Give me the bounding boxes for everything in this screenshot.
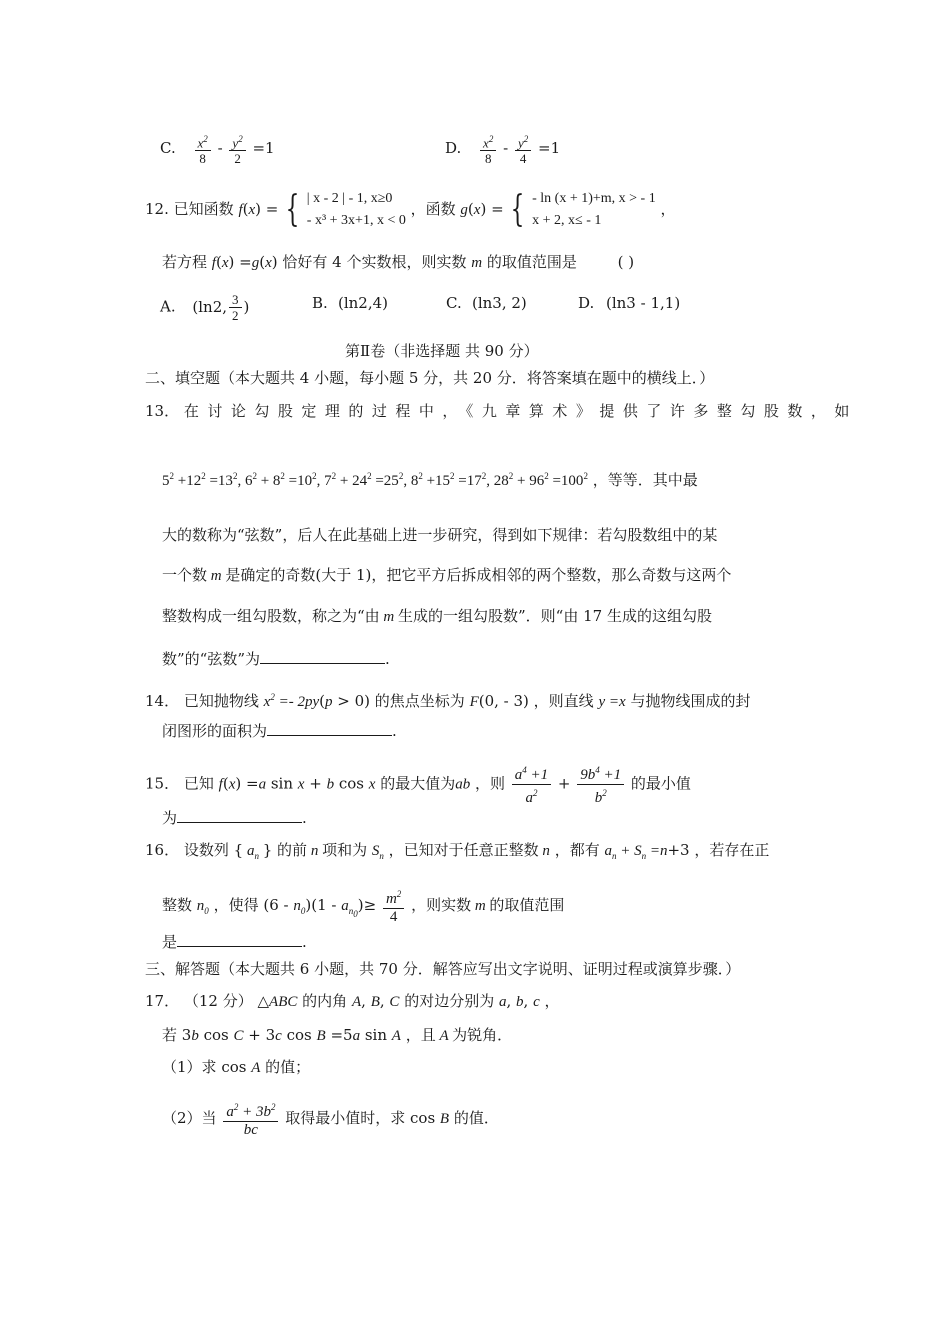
q16-frac-m: $\frac{m^2}{4}$ [383, 886, 404, 926]
q12-option-a-value: (ln2, $\frac{3}{2}$ ) [192, 292, 250, 323]
q11-option-d-frac-x: $\frac{x^2}{8}$ [480, 132, 496, 166]
q14-line2: 闭图形的面积为 . [162, 719, 397, 742]
q12-option-b-label: B. [312, 294, 328, 312]
q12-text: 已知函数 [173, 200, 234, 218]
q11-option-c-label: C. [160, 139, 176, 158]
q12-g-brace: { [511, 189, 525, 230]
part3-heading: 三、解答题（本大题共 6 小题，共 70 分．解答应写出文字说明、证明过程或演算步骤．） [145, 960, 741, 978]
q16-answer-blank[interactable] [177, 930, 302, 947]
q13-line6: 数”的“弦数”为 . [162, 647, 390, 670]
q13-line4: 一个数 m 是确定的奇数(大于 1)，把它平方后拆成相邻的两个整数，那么奇数与这两个 [162, 566, 732, 584]
q15-answer-blank[interactable] [177, 806, 302, 823]
q14-answer-blank[interactable] [267, 719, 392, 736]
q14-line1: 14． 已知抛物线 $x^2 =- 2py(p > 0)$ 的焦点坐标为 F(0, - 3) ，则直线 y =x 与抛物线围成的封 [145, 692, 751, 710]
q12-f-symbol: f [238, 202, 243, 218]
q17-number: 17． [145, 992, 180, 1010]
q15-line1: 15． 已知 f(x) =a sin x + b cos x 的最大值为ab ，则 $\frac{a^4 +1}{a^2}$ + $\frac{9b^4 +1}{b^2}$ 的最小值 [145, 762, 691, 807]
q13-line1: 13． 在讨论勾股定理的过程中，《九章算术》提供了许多整勾股数，如 [145, 402, 858, 420]
q12-g-cases: - ln (x + 1)+m, x > - 1 x + 2, x≤ - 1 [532, 191, 656, 228]
q12-option-d-label: D. [578, 294, 595, 312]
q11-option-d-frac-y: $\frac{y^2}{4}$ [515, 132, 531, 166]
q11-option-c-frac-y: $\frac{y^2}{2}$ [229, 132, 245, 166]
q11-option-c-frac-x: $\frac{x^2}{8}$ [195, 132, 211, 166]
q12-number: 12. [145, 200, 169, 218]
q17-line1: 17． （12 分） △ABC 的内角 A, B, C 的对边分别为 a, b, c ， [145, 992, 560, 1010]
q17-part2: （2）当 $\frac{a^2 + 3b^2}{bc}$ 取得最小值时，求 cos B 的值． [162, 1099, 499, 1139]
q12-line1: 12. 已知函数 f(x) = { | x - 2 | - 1, x≥0 - x³ + 3x+1, x < 0 ，函数 g(x) = { - ln (x + 1)+m, x > - 1 x + 2, x≤ - 1 ， [145, 189, 676, 230]
section-title: 第Ⅱ卷（非选择题 共 90 分） [345, 342, 539, 360]
q12-options [160, 292, 681, 323]
q11-option-c: C. $\frac{x^2}{8}$ - $\frac{y^2}{2}$ =1 [160, 134, 275, 167]
q12-option-d-value: (ln3 - 1,1) [606, 294, 681, 312]
q12-answer-paren: ( ) [617, 253, 635, 271]
q16-line2: 整数 $n_0$ ，使得 $(6 - n_0)(1 - a_{n_0})\ge$ $\frac{m^2}{4}$ ，则实数 m 的取值范围 [162, 886, 564, 926]
q11-option-d: D. $\frac{x^2}{8}$ - $\frac{y^2}{4}$ =1 [445, 134, 561, 167]
q16-line1: 16． 设数列 { $a_n$ } 的前 n 项和为 $S_n$ ，已知对于任意正整数 n ，都有 $a_n + S_n =n+3$ ，若存在正 [145, 841, 770, 861]
q17-line2: 若 3b cos C + 3c cos B =5a sin A ，且 A 为锐角． [162, 1026, 513, 1044]
q13-equation-line: $5^2 +12^2 =13^2$, $6^2 + 8^2 =10^2$, $7^2 + 24^2 =25^2$, $8^2 +15^2 =17^2$, $28^2 + 96^2 =100^2$ ，等等．其中最 [162, 471, 698, 489]
q12-g-symbol: g [460, 202, 468, 218]
q15-line2: 为 . [162, 806, 307, 829]
q12-text-mid: ，函数 [410, 200, 456, 218]
q13-number: 13． [145, 402, 180, 420]
q17-part1: （1）求 cos A 的值； [162, 1058, 311, 1076]
q12-option-b-value: (ln2,4) [338, 294, 389, 312]
q16-number: 16． [145, 841, 180, 859]
q15-frac-a: $\frac{a^4 +1}{a^2}$ [512, 762, 551, 807]
q17-frac: $\frac{a^2 + 3b^2}{bc}$ [223, 1099, 278, 1139]
q11-option-d-label: D. [445, 139, 462, 158]
q12-option-c-value: (ln3, 2) [472, 294, 527, 312]
q13-line5: 整数构成一组勾股数，称之为“由 m 生成的一组勾股数”．则“由 17 生成的这组勾股 [162, 607, 712, 625]
q15-frac-b: $\frac{9b^4 +1}{b^2}$ [577, 762, 624, 807]
q12-line2: 若方程 f(x) =g(x) 恰好有 4 个实数根，则实数 m 的取值范围是 ( ) [162, 253, 635, 271]
q12-f-brace: { [285, 189, 300, 230]
q13-line3: 大的数称为“弦数”，后人在此基础上进一步研究，得到如下规律：若勾股数组中的某 [162, 526, 718, 544]
part2-heading: 二、填空题（本大题共 4 小题，每小题 5 分，共 20 分．将答案填在题中的横线上．） [145, 369, 715, 387]
q14-number: 14． [145, 692, 180, 710]
q13-answer-blank[interactable] [260, 647, 385, 664]
q16-line3: 是 . [162, 930, 307, 953]
q12-option-c-label: C. [446, 294, 462, 312]
q12-option-a-label: A. [160, 297, 176, 316]
q12-f-cases: | x - 2 | - 1, x≥0 - x³ + 3x+1, x < 0 [306, 191, 406, 228]
q13-pythagorean-list: $5^2 +12^2 =13^2$, $6^2 + 8^2 =10^2$, $7^2 + 24^2 =25^2$, $8^2 +15^2 =17^2$, $28^2 + 96^2 =100^2$ [162, 471, 588, 489]
q15-number: 15． [145, 774, 180, 793]
q17-score: （12 分） [183, 992, 253, 1010]
